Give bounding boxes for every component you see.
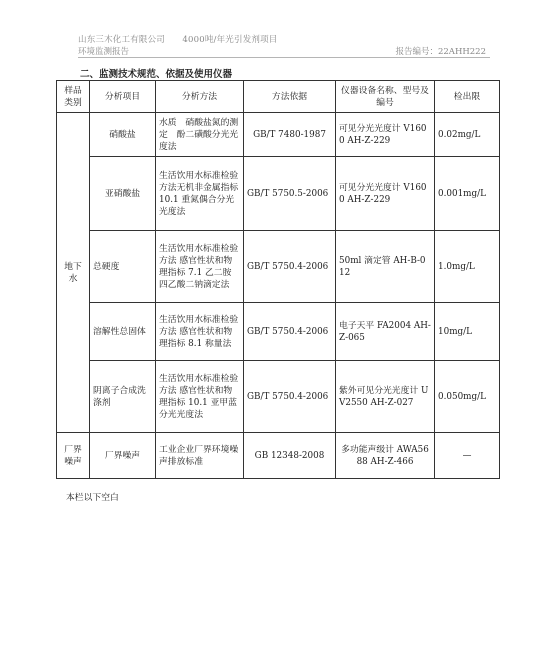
row-method: 工业企业厂界环境噪声排放标准 [156,433,244,479]
table-row [57,433,500,479]
row-basis: GB/T 5750.5-2006 [244,157,336,231]
header-analysis-method: 分析方法 [156,81,244,113]
row-limit: — [435,433,500,479]
table-row [57,157,500,231]
row-limit: 0.050mg/L [435,361,500,433]
row-item: 溶解性总固体 [90,303,156,361]
row-basis: GB/T 5750.4-2006 [244,303,336,361]
row-method: 生活饮用水标准检验方法 感官性状和物理指标 8.1 称量法 [156,303,244,361]
row-method: 生活饮用水标准检验方法 感官性状和物理指标 10.1 亚甲蓝分光光度法 [156,361,244,433]
row-basis: GB/T 5750.4-2006 [244,231,336,303]
table-row [57,303,500,361]
row-item: 亚硝酸盐 [90,157,156,231]
row-limit: 0.02mg/L [435,113,500,157]
header-method-basis: 方法依据 [244,81,336,113]
row-basis: GB/T 7480-1987 [244,113,336,157]
header-analysis-item: 分析项目 [90,81,156,113]
header-detection-limit: 检出限 [435,81,500,113]
row-item: 总硬度 [90,231,156,303]
row-basis: GB/T 5750.4-2006 [244,361,336,433]
row-instrument: 电子天平 FA2004 AH-Z-065 [336,303,435,361]
header-sample-category: 样品类别 [57,81,90,113]
row-instrument: 50ml 滴定管 AH-B-012 [336,231,435,303]
header-company-project: 山东三木化工有限公司 4000吨/年光引发剂项目 [78,35,278,45]
row-instrument: 可见分光光度计 V1600 AH-Z-229 [336,157,435,231]
row-instrument: 多功能声级计 AWA5688 AH-Z-466 [336,433,435,479]
table-row [57,231,500,303]
section-title: 二、监测技术规范、依据及使用仪器 [80,69,233,80]
row-item: 厂界噪声 [90,433,156,479]
row-method: 生活饮用水标准检验方法无机非金属指标 10.1 重氮偶合分光光度法 [156,157,244,231]
row-limit: 10mg/L [435,303,500,361]
footer-note: 本栏以下空白 [66,493,119,503]
row-item: 硝酸盐 [90,113,156,157]
row-item: 阴离子合成洗涤剂 [90,361,156,433]
header-rule [78,57,490,58]
monitoring-methods-table [56,80,500,479]
groundwater-category-cell: 地下水 [57,113,90,433]
row-instrument: 紫外可见分光光度计 UV2550 AH-Z-027 [336,361,435,433]
header-report-number: 报告编号：22AHH222 [395,47,486,57]
row-method: 水质 硝酸盐氮的测定 酚二磺酸分光光度法 [156,113,244,157]
row-limit: 0.001mg/L [435,157,500,231]
row-basis: GB 12348-2008 [244,433,336,479]
table-row [57,361,500,433]
noise-category-cell: 厂界噪声 [57,433,90,479]
row-limit: 1.0mg/L [435,231,500,303]
header-instrument: 仪器设备名称、型号及编号 [336,81,435,113]
table-row [57,113,500,157]
header-report-type: 环境监测报告 [78,47,130,57]
row-instrument: 可见分光光度计 V1600 AH-Z-229 [336,113,435,157]
row-method: 生活饮用水标准检验方法 感官性状和物理指标 7.1 乙二胺四乙酸二钠滴定法 [156,231,244,303]
page-header [78,33,490,59]
table-header-row [57,81,500,113]
